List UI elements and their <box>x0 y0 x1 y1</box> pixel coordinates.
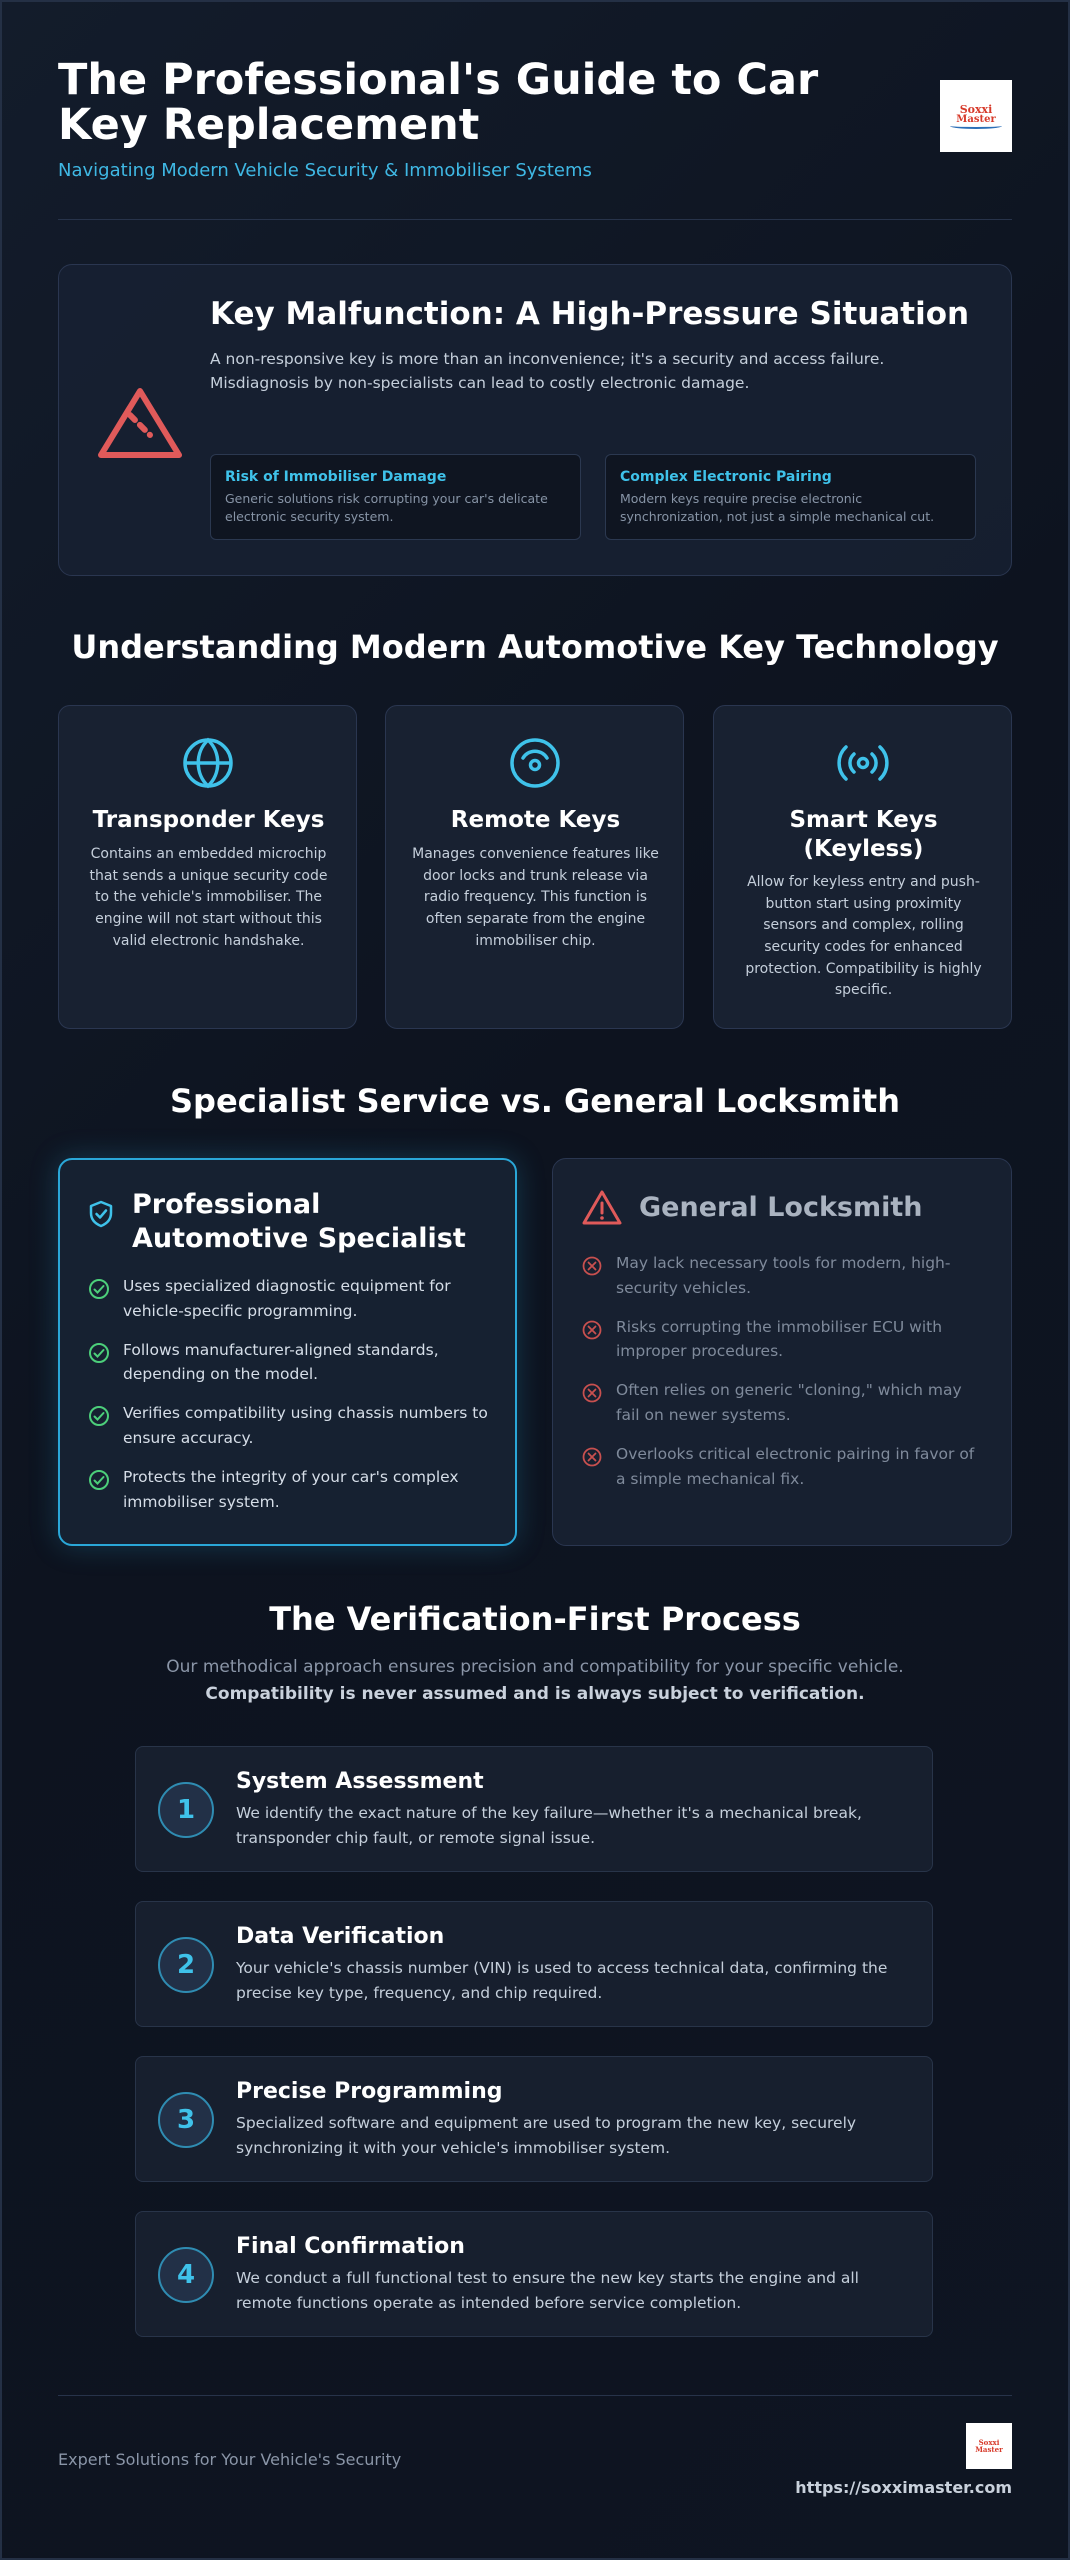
logo-text-line2: Master <box>956 113 996 125</box>
check-circle-icon <box>88 1405 110 1427</box>
tech-card-text: Manages convenience features like door locks and trunk release via radio frequency. This function is often separate from the engine immobiliser chip. <box>412 846 659 949</box>
list-item <box>88 1401 488 1451</box>
step-number: 4 <box>158 2247 214 2303</box>
list-item-text: Verifies compatibility using chassis numbers to ensure accuracy. <box>123 1404 488 1447</box>
professional-title: Professional Automotive Specialist <box>132 1189 466 1254</box>
malfunction-text: A non-responsive key is more than an inconvenience; it's a security and access failure. Misdiagnosis by non-specialists can lead to costly electronic damage. <box>210 349 885 393</box>
risk-box-title: Risk of Immobiliser Damage <box>225 469 447 485</box>
step-title: Precise Programming <box>236 2079 503 2104</box>
process-step-3 <box>135 2056 933 2182</box>
step-title: System Assessment <box>236 1769 484 1794</box>
process-intro-text: Our methodical approach ensures precision and compatibility for your specific vehicle. <box>166 1657 904 1677</box>
general-title: General Locksmith <box>639 1192 923 1223</box>
warning-triangle-icon <box>581 1189 623 1227</box>
x-circle-icon <box>581 1382 603 1404</box>
process-step-4 <box>135 2211 933 2337</box>
risk-box-immobiliser <box>210 454 581 540</box>
check-circle-icon <box>88 1278 110 1300</box>
technology-heading: Understanding Modern Automotive Key Technology <box>71 628 999 666</box>
shield-check-icon <box>88 1200 114 1228</box>
professional-specialist-card <box>58 1158 517 1546</box>
list-item-text: May lack necessary tools for modern, high-security vehicles. <box>616 1254 951 1297</box>
header-divider <box>58 219 1012 220</box>
step-number: 3 <box>158 2092 214 2148</box>
list-item <box>581 1442 981 1492</box>
step-title: Data Verification <box>236 1924 445 1949</box>
footer-url-link[interactable]: https://soxximaster.com <box>795 2478 1012 2497</box>
remote-signal-icon <box>508 736 562 790</box>
tech-card-text: Allow for keyless entry and push-button start using proximity sensors and complex, rolling security codes for enhanced protection. Compatibility is highly specific. <box>745 874 982 999</box>
process-step-1 <box>135 1746 933 1872</box>
list-item-text: Uses specialized diagnostic equipment for vehicle-specific programming. <box>123 1277 451 1320</box>
list-item <box>581 1315 981 1365</box>
logo-swoosh <box>950 123 1002 129</box>
page-subtitle: Navigating Modern Vehicle Security & Immobiliser Systems <box>58 160 592 182</box>
step-text: We conduct a full functional test to ensure the new key starts the engine and all remote functions operate as intended before service completion. <box>236 2269 859 2312</box>
general-list <box>581 1251 981 1505</box>
step-number: 2 <box>158 1937 214 1993</box>
risk-box-title: Complex Electronic Pairing <box>620 469 832 485</box>
footer-divider <box>58 2395 1012 2396</box>
globe-icon <box>181 736 235 790</box>
list-item <box>581 1378 981 1428</box>
step-text: Specialized software and equipment are used to program the new key, securely synchronizing it with your vehicle's immobiliser system. <box>236 2114 857 2157</box>
tech-card-text: Contains an embedded microchip that sends a unique security code to the vehicle's immobiliser. The engine will not start without this valid electronic handshake. <box>89 846 328 949</box>
list-item <box>581 1251 981 1301</box>
x-circle-icon <box>581 1446 603 1468</box>
process-heading: The Verification-First Process <box>269 1600 801 1638</box>
process-intro-bold: Compatibility is never assumed and is always subject to verification. <box>205 1684 865 1705</box>
step-text: We identify the exact nature of the key failure—whether it's a mechanical break, transponder chip fault, or remote signal issue. <box>236 1804 862 1847</box>
tech-card-title: Remote Keys <box>450 807 621 833</box>
x-circle-icon <box>581 1319 603 1341</box>
list-item <box>88 1338 488 1388</box>
risk-box-text: Generic solutions risk corrupting your car's delicate electronic security system. <box>225 491 548 525</box>
logo-text-line1: Soxxi <box>959 102 993 116</box>
step-number: 1 <box>158 1782 214 1838</box>
general-locksmith-card <box>552 1158 1012 1546</box>
list-item-text: Often relies on generic "cloning," which may fail on newer systems. <box>616 1381 962 1424</box>
page-title: The Professional's Guide to Car Key Replacement <box>58 55 819 151</box>
process-step-2 <box>135 1901 933 2027</box>
list-item-text: Overlooks critical electronic pairing in favor of a simple mechanical fix. <box>616 1444 975 1488</box>
malfunction-body <box>210 297 980 396</box>
footer-logo[interactable] <box>966 2423 1012 2469</box>
list-item-text: Risks corrupting the immobiliser ECU with improper procedures. <box>616 1317 943 1361</box>
professional-list <box>88 1274 488 1528</box>
x-circle-icon <box>581 1255 603 1277</box>
check-circle-icon <box>88 1342 110 1364</box>
malfunction-card <box>58 264 1012 576</box>
process-intro <box>58 1654 1012 1708</box>
tech-card-title: Transponder Keys <box>92 807 325 833</box>
logo-text-line2: Master <box>975 2445 1003 2454</box>
brand-logo[interactable] <box>940 80 1012 152</box>
step-text: Your vehicle's chassis number (VIN) is used to access technical data, confirming the precise key type, frequency, and chip required. <box>236 1959 888 2002</box>
tech-card-smart <box>713 705 1012 1029</box>
malfunction-boxes <box>210 454 976 540</box>
compare-heading: Specialist Service vs. General Locksmith <box>170 1082 900 1120</box>
footer-tagline: Expert Solutions for Your Vehicle's Security <box>58 2450 402 2469</box>
page-header <box>58 55 1012 218</box>
tech-card-title: Smart Keys (Keyless) <box>789 807 938 862</box>
malfunction-title: Key Malfunction: A High-Pressure Situation <box>210 296 970 332</box>
list-item <box>88 1274 488 1324</box>
check-circle-icon <box>88 1469 110 1491</box>
warning-triangle-icon <box>95 383 185 463</box>
logo-text-line1: Soxxi <box>978 2438 1000 2447</box>
list-item <box>88 1465 488 1515</box>
risk-box-pairing <box>605 454 976 540</box>
list-item-text: Protects the integrity of your car's complex immobiliser system. <box>123 1467 459 1511</box>
risk-box-text: Modern keys require precise electronic synchronization, not just a simple mechanical cut. <box>620 491 935 525</box>
tech-card-transponder <box>58 705 357 1029</box>
tech-card-remote <box>385 705 684 1029</box>
broadcast-icon <box>836 736 890 790</box>
step-title: Final Confirmation <box>236 2234 465 2259</box>
list-item-text: Follows manufacturer-aligned standards, depending on the model. <box>123 1340 439 1384</box>
